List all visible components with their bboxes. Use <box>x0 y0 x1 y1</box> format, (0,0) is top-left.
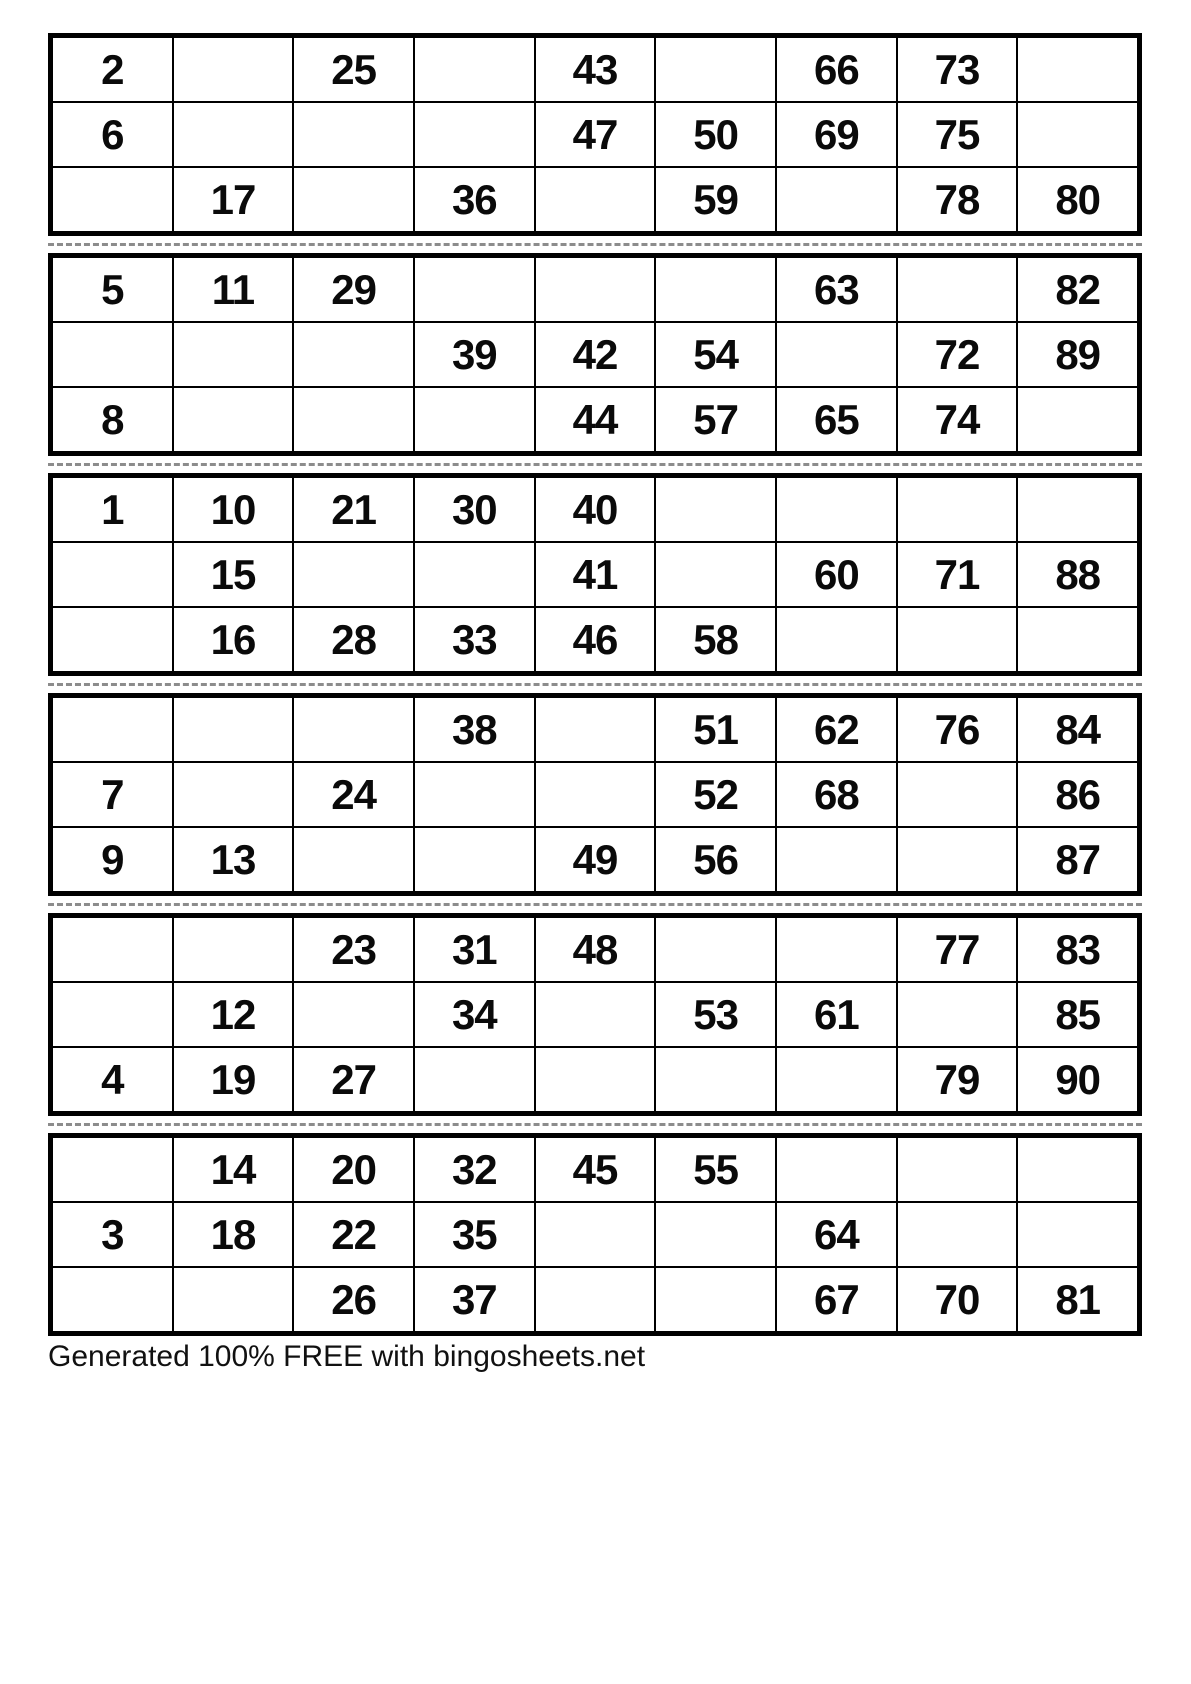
bingo-cell-empty <box>414 542 535 607</box>
bingo-cell-empty <box>897 762 1018 827</box>
bingo-cell-empty <box>414 256 535 323</box>
bingo-cell-number: 22 <box>293 1202 414 1267</box>
bingo-cell-empty <box>535 1267 656 1334</box>
bingo-cell-number: 80 <box>1017 167 1139 234</box>
bingo-cell-number: 28 <box>293 607 414 674</box>
bingo-cell-number: 55 <box>655 1136 776 1203</box>
bingo-cell-empty <box>535 762 656 827</box>
bingo-cell-empty <box>414 1047 535 1114</box>
bingo-cell-empty <box>173 322 294 387</box>
bingo-card-6-row-3 <box>51 1267 1140 1334</box>
bingo-cell-number: 47 <box>535 102 656 167</box>
bingo-cell-number: 46 <box>535 607 656 674</box>
bingo-cell-empty <box>776 607 897 674</box>
bingo-cell-empty <box>173 36 294 103</box>
bingo-cell-number: 24 <box>293 762 414 827</box>
bingo-cell-number: 6 <box>51 102 173 167</box>
bingo-cell-number: 67 <box>776 1267 897 1334</box>
bingo-cell-number: 5 <box>51 256 173 323</box>
bingo-cell-empty <box>535 167 656 234</box>
bingo-cell-empty <box>1017 36 1139 103</box>
bingo-cell-number: 29 <box>293 256 414 323</box>
bingo-card-3-row-1 <box>51 476 1140 543</box>
bingo-cell-number: 69 <box>776 102 897 167</box>
bingo-cell-number: 60 <box>776 542 897 607</box>
bingo-cell-number: 85 <box>1017 982 1139 1047</box>
bingo-cell-number: 77 <box>897 916 1018 983</box>
bingo-cell-number: 82 <box>1017 256 1139 323</box>
bingo-card-3-row-3 <box>51 607 1140 674</box>
bingo-cell-empty <box>1017 476 1139 543</box>
bingo-cell-empty <box>51 1136 173 1203</box>
bingo-cards-container <box>48 33 1143 1336</box>
bingo-cell-number: 41 <box>535 542 656 607</box>
bingo-cell-number: 18 <box>173 1202 294 1267</box>
bingo-cell-number: 1 <box>51 476 173 543</box>
footer-credit-text: Generated 100% FREE with bingosheets.net <box>48 1340 646 1373</box>
bingo-cell-number: 11 <box>173 256 294 323</box>
bingo-card-1 <box>48 33 1142 236</box>
bingo-card-2-row-2 <box>51 322 1140 387</box>
bingo-cell-number: 38 <box>414 696 535 763</box>
bingo-cell-number: 10 <box>173 476 294 543</box>
bingo-cell-number: 79 <box>897 1047 1018 1114</box>
bingo-cell-empty <box>897 256 1018 323</box>
bingo-cell-number: 14 <box>173 1136 294 1203</box>
bingo-cell-empty <box>655 542 776 607</box>
bingo-card-1-row-1 <box>51 36 1140 103</box>
bingo-cell-number: 71 <box>897 542 1018 607</box>
cut-line-separator <box>48 903 1142 906</box>
bingo-cell-empty <box>897 827 1018 894</box>
cut-line-separator <box>48 1123 1142 1126</box>
bingo-card-5-row-2 <box>51 982 1140 1047</box>
bingo-cell-number: 72 <box>897 322 1018 387</box>
bingo-cell-number: 61 <box>776 982 897 1047</box>
bingo-cell-empty <box>51 982 173 1047</box>
bingo-cell-number: 74 <box>897 387 1018 454</box>
bingo-cell-empty <box>51 167 173 234</box>
bingo-cell-number: 57 <box>655 387 776 454</box>
bingo-cell-empty <box>51 916 173 983</box>
bingo-cell-number: 21 <box>293 476 414 543</box>
bingo-cell-number: 86 <box>1017 762 1139 827</box>
cut-line-separator <box>48 683 1142 686</box>
bingo-cell-number: 81 <box>1017 1267 1139 1334</box>
bingo-cell-number: 20 <box>293 1136 414 1203</box>
bingo-cell-empty <box>535 256 656 323</box>
bingo-cell-number: 84 <box>1017 696 1139 763</box>
bingo-cell-empty <box>51 696 173 763</box>
bingo-cell-number: 4 <box>51 1047 173 1114</box>
bingo-cell-number: 15 <box>173 542 294 607</box>
bingo-card-4-row-2 <box>51 762 1140 827</box>
bingo-card-6-row-2 <box>51 1202 1140 1267</box>
bingo-cell-empty <box>173 102 294 167</box>
bingo-cell-empty <box>655 1267 776 1334</box>
bingo-cell-empty <box>655 476 776 543</box>
bingo-cell-number: 30 <box>414 476 535 543</box>
bingo-cell-empty <box>535 1047 656 1114</box>
bingo-card-1-row-3 <box>51 167 1140 234</box>
bingo-cell-number: 34 <box>414 982 535 1047</box>
bingo-card-1-row-2 <box>51 102 1140 167</box>
bingo-card-4-row-1 <box>51 696 1140 763</box>
bingo-cell-empty <box>1017 1202 1139 1267</box>
bingo-cell-number: 44 <box>535 387 656 454</box>
bingo-card-5-row-1 <box>51 916 1140 983</box>
bingo-card-2-row-3 <box>51 387 1140 454</box>
bingo-cell-number: 75 <box>897 102 1018 167</box>
bingo-cell-number: 62 <box>776 696 897 763</box>
bingo-cell-number: 2 <box>51 36 173 103</box>
bingo-cell-empty <box>414 827 535 894</box>
bingo-cell-empty <box>897 1136 1018 1203</box>
bingo-cell-number: 66 <box>776 36 897 103</box>
bingo-cell-empty <box>1017 607 1139 674</box>
bingo-cell-empty <box>51 322 173 387</box>
bingo-cell-number: 50 <box>655 102 776 167</box>
bingo-card-4 <box>48 693 1142 896</box>
bingo-cell-number: 88 <box>1017 542 1139 607</box>
bingo-cell-empty <box>414 387 535 454</box>
bingo-cell-empty <box>655 36 776 103</box>
bingo-cell-number: 78 <box>897 167 1018 234</box>
bingo-cell-empty <box>776 1047 897 1114</box>
bingo-cell-number: 87 <box>1017 827 1139 894</box>
bingo-cell-empty <box>293 696 414 763</box>
bingo-cell-empty <box>1017 387 1139 454</box>
bingo-cell-number: 7 <box>51 762 173 827</box>
bingo-cell-empty <box>655 256 776 323</box>
bingo-cell-number: 13 <box>173 827 294 894</box>
cut-line-separator <box>48 463 1142 466</box>
bingo-cell-empty <box>655 1047 776 1114</box>
bingo-cell-number: 3 <box>51 1202 173 1267</box>
bingo-cell-number: 54 <box>655 322 776 387</box>
bingo-cell-number: 83 <box>1017 916 1139 983</box>
bingo-cell-empty <box>173 696 294 763</box>
bingo-card-3-row-2 <box>51 542 1140 607</box>
bingo-cell-number: 35 <box>414 1202 535 1267</box>
bingo-card-2 <box>48 253 1142 456</box>
bingo-cell-number: 90 <box>1017 1047 1139 1114</box>
bingo-cell-empty <box>897 1202 1018 1267</box>
bingo-cell-number: 42 <box>535 322 656 387</box>
bingo-cell-number: 65 <box>776 387 897 454</box>
bingo-cell-empty <box>293 542 414 607</box>
bingo-cell-number: 23 <box>293 916 414 983</box>
bingo-cell-number: 12 <box>173 982 294 1047</box>
bingo-cell-empty <box>173 916 294 983</box>
bingo-cell-empty <box>414 762 535 827</box>
bingo-cell-empty <box>293 167 414 234</box>
bingo-cell-number: 19 <box>173 1047 294 1114</box>
bingo-cell-empty <box>776 476 897 543</box>
cut-line-separator <box>48 243 1142 246</box>
bingo-cell-empty <box>51 1267 173 1334</box>
bingo-cell-number: 26 <box>293 1267 414 1334</box>
bingo-cell-number: 43 <box>535 36 656 103</box>
bingo-card-6 <box>48 1133 1142 1336</box>
bingo-cell-empty <box>1017 102 1139 167</box>
bingo-cell-number: 56 <box>655 827 776 894</box>
bingo-cell-empty <box>655 916 776 983</box>
bingo-cell-empty <box>776 916 897 983</box>
bingo-card-3 <box>48 473 1142 676</box>
bingo-cell-number: 64 <box>776 1202 897 1267</box>
bingo-cell-empty <box>535 696 656 763</box>
bingo-cell-number: 45 <box>535 1136 656 1203</box>
bingo-cell-number: 8 <box>51 387 173 454</box>
bingo-cell-empty <box>173 1267 294 1334</box>
bingo-cell-number: 58 <box>655 607 776 674</box>
bingo-cell-number: 25 <box>293 36 414 103</box>
bingo-cell-number: 51 <box>655 696 776 763</box>
bingo-cell-number: 37 <box>414 1267 535 1334</box>
bingo-cell-empty <box>293 102 414 167</box>
bingo-cell-empty <box>51 607 173 674</box>
bingo-cell-empty <box>897 982 1018 1047</box>
bingo-cell-empty <box>776 1136 897 1203</box>
bingo-cell-number: 17 <box>173 167 294 234</box>
bingo-cell-number: 36 <box>414 167 535 234</box>
bingo-cell-empty <box>173 387 294 454</box>
bingo-cell-number: 40 <box>535 476 656 543</box>
bingo-cell-number: 33 <box>414 607 535 674</box>
bingo-cell-number: 76 <box>897 696 1018 763</box>
bingo-cell-empty <box>897 476 1018 543</box>
bingo-card-4-row-3 <box>51 827 1140 894</box>
bingo-cell-empty <box>293 982 414 1047</box>
bingo-cell-number: 59 <box>655 167 776 234</box>
bingo-cell-number: 48 <box>535 916 656 983</box>
bingo-cell-empty <box>51 542 173 607</box>
bingo-cell-empty <box>776 827 897 894</box>
bingo-cell-number: 68 <box>776 762 897 827</box>
bingo-cell-number: 89 <box>1017 322 1139 387</box>
bingo-cell-number: 63 <box>776 256 897 323</box>
bingo-cell-number: 53 <box>655 982 776 1047</box>
bingo-cell-empty <box>535 1202 656 1267</box>
bingo-cell-empty <box>535 982 656 1047</box>
bingo-card-5 <box>48 913 1142 1116</box>
bingo-cell-empty <box>293 322 414 387</box>
bingo-cell-empty <box>414 102 535 167</box>
bingo-cell-number: 39 <box>414 322 535 387</box>
bingo-cell-number: 73 <box>897 36 1018 103</box>
bingo-cell-number: 27 <box>293 1047 414 1114</box>
bingo-cell-empty <box>1017 1136 1139 1203</box>
bingo-card-5-row-3 <box>51 1047 1140 1114</box>
bingo-cell-number: 52 <box>655 762 776 827</box>
bingo-cell-empty <box>655 1202 776 1267</box>
bingo-cell-number: 16 <box>173 607 294 674</box>
bingo-cell-number: 9 <box>51 827 173 894</box>
bingo-card-2-row-1 <box>51 256 1140 323</box>
bingo-cell-empty <box>897 607 1018 674</box>
bingo-card-6-row-1 <box>51 1136 1140 1203</box>
bingo-cell-empty <box>776 322 897 387</box>
bingo-cell-empty <box>293 827 414 894</box>
bingo-cell-number: 49 <box>535 827 656 894</box>
bingo-cell-number: 32 <box>414 1136 535 1203</box>
bingo-cell-empty <box>293 387 414 454</box>
bingo-cell-empty <box>776 167 897 234</box>
bingo-cell-number: 70 <box>897 1267 1018 1334</box>
bingo-cell-number: 31 <box>414 916 535 983</box>
bingo-cell-empty <box>173 762 294 827</box>
bingo-cell-empty <box>414 36 535 103</box>
